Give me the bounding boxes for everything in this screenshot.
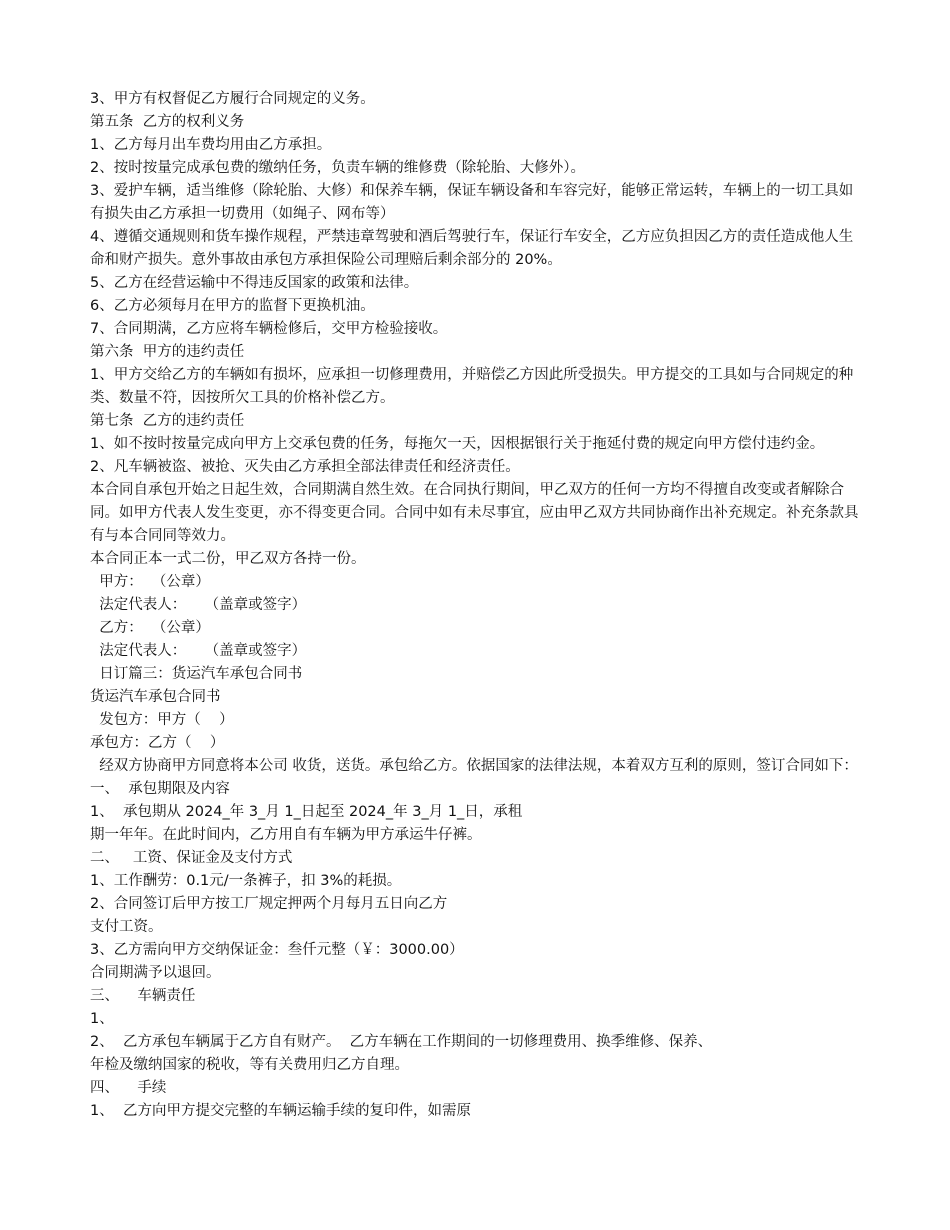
paragraph-line: 支付工资。 (90, 919, 163, 935)
paragraph-line: 2、合同签订后甲方按工厂规定押两个月每月五日向乙方 (90, 896, 448, 912)
signature-line: 乙方： （公章） (90, 620, 210, 636)
paragraph-line: 1、甲方交给乙方的车辆如有损坏，应承担一切修理费用，并赔偿乙方因此所受损失。甲方提交的工具如与合同规定的种类、数量不符，因按所欠工具的价格补偿乙方。 (90, 367, 854, 406)
document-title: 货运汽车承包合同书 (90, 689, 221, 705)
paragraph-line: 1、工作酬劳：0.1元/一条裤子，扣 3%的耗损。 (90, 873, 402, 889)
paragraph-line: 7、合同期满，乙方应将车辆检修后，交甲方检验接收。 (90, 321, 448, 337)
paragraph-line: 本合同正本一式二份，甲乙双方各持一份。 (90, 551, 366, 567)
paragraph-line: 1、 承包期从 2024_年 3_月 1_日起至 2024_年 3_月 1_日，承租 (90, 804, 523, 820)
party-line: 承包方：乙方（ ） (90, 735, 225, 751)
paragraph-line: 3、乙方需向甲方交纳保证金：叁仟元整（￥：3000.00） (90, 942, 464, 958)
paragraph-line: 1、乙方每月出车费均用由乙方承担。 (90, 137, 332, 153)
paragraph-line: 6、乙方必须每月在甲方的监督下更换机油。 (90, 298, 375, 314)
section-heading: 日订篇三：货运汽车承包合同书 (90, 666, 303, 682)
section-heading: 第七条 乙方的违约责任 (90, 413, 245, 429)
paragraph-line: 2、凡车辆被盗、被抢、灭失由乙方承担全部法律责任和经济责任。 (90, 459, 520, 475)
paragraph-line: 2、按时按量完成承包费的缴纳任务，负责车辆的维修费（除轮胎、大修外）。 (90, 160, 585, 176)
paragraph-line: 年检及缴纳国家的税收，等有关费用归乙方自理。 (90, 1057, 409, 1073)
document-page (90, 88, 865, 1123)
paragraph-line: 3、甲方有权督促乙方履行合同规定的义务。 (90, 91, 375, 107)
paragraph-line: 合同期满予以退回。 (90, 965, 221, 981)
section-heading: 一、 承包期限及内容 (90, 781, 230, 797)
paragraph-line: 1、 乙方向甲方提交完整的车辆运输手续的复印件，如需原 (90, 1103, 471, 1119)
section-heading: 三、 车辆责任 (90, 988, 196, 1004)
signature-line: 甲方： （公章） (90, 574, 210, 590)
paragraph-line: 经双方协商甲方同意将本公司 收货，送货。承包给乙方。依据国家的法律法规，本着双方互利的原则，签订合同如下： (90, 758, 858, 774)
paragraph-line: 3、爱护车辆，适当维修（除轮胎、大修）和保养车辆，保证车辆设备和车容完好，能够正常运转，车辆上的一切工具如有损失由乙方承担一切费用（如绳子、网布等） (90, 183, 854, 222)
paragraph-line: 5、乙方在经营运输中不得违反国家的政策和法律。 (90, 275, 419, 291)
paragraph-line: 4、遵循交通规则和货车操作规程，严禁违章驾驶和酒后驾驶行车，保证行车安全，乙方应负担因乙方的责任造成他人生命和财产损失。意外事故由承包方承担保险公司理赔后剩余部分的 20%。 (90, 229, 854, 268)
paragraph-line: 2、 乙方承包车辆属于乙方自有财产。 乙方车辆在工作期间的一切修理费用、换季维修、保养、 (90, 1034, 713, 1050)
paragraph-line: 1、 (90, 1011, 114, 1027)
signature-line: 法定代表人： （盖章或签字） (90, 597, 307, 613)
paragraph-line: 1、如不按时按量完成向甲方上交承包费的任务，每拖欠一天，因根据银行关于拖延付费的规定向甲方偿付违约金。 (90, 436, 825, 452)
paragraph-line: 本合同自承包开始之日起生效，合同期满自然生效。在合同执行期间，甲乙双方的任何一方均不得擅自改变或者解除合同。如甲方代表人发生变更，亦不得变更合同。合同中如有未尽事宜，应由甲乙双方共同协商作出补充规定。补充条款具有与本合同同等效力。 (90, 482, 859, 544)
party-line: 发包方：甲方（ ） (90, 712, 234, 728)
section-heading: 第六条 甲方的违约责任 (90, 344, 245, 360)
section-heading: 二、 工资、保证金及支付方式 (90, 850, 293, 866)
signature-line: 法定代表人： （盖章或签字） (90, 643, 307, 659)
section-heading: 四、 手续 (90, 1080, 167, 1096)
section-heading: 第五条 乙方的权利义务 (90, 114, 245, 130)
paragraph-line: 期一年年。在此时间内，乙方用自有车辆为甲方承运牛仔裤。 (90, 827, 482, 843)
